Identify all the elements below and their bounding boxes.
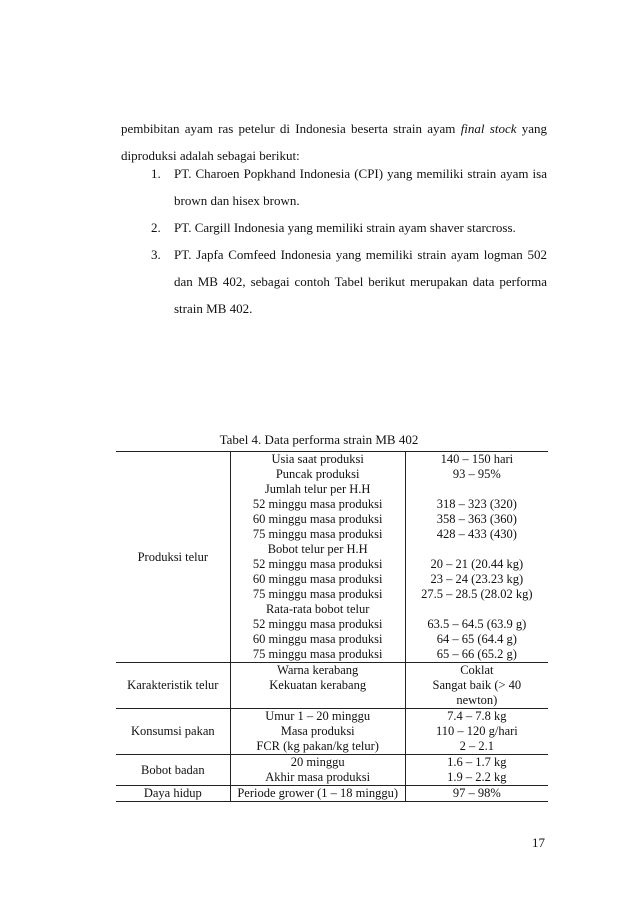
- intro-line-1-text: pembibitan ayam ras petelur di Indonesia beserta strain ayam: [121, 121, 456, 136]
- parameter-cell: Periode grower (1 – 18 minggu): [230, 786, 405, 802]
- parameter-cell: 20 minggu: [230, 755, 405, 771]
- parameter-cell: Akhir masa produksi: [230, 770, 405, 786]
- value-cell: 93 – 95%: [452, 467, 501, 481]
- list-number: 3.: [151, 247, 161, 262]
- list-line: strain MB 402.: [174, 301, 253, 316]
- parameter-cell: FCR (kg pakan/kg telur): [230, 739, 405, 755]
- value-cell: 7.4 – 7.8 kg: [405, 709, 548, 725]
- category-cell: Konsumsi pakan: [116, 709, 230, 755]
- value-cell: [405, 602, 548, 617]
- parameter-cell: Rata-rata bobot telur: [230, 602, 405, 617]
- parameter-cell: [230, 693, 405, 709]
- value-cell: 64 – 65 (64.4 g): [436, 632, 517, 646]
- category-cell: Karakteristik telur: [116, 663, 230, 709]
- intro-line-2: diproduksi adalah sebagai berikut:: [121, 148, 300, 163]
- parameter-cell: Umur 1 – 20 minggu: [230, 709, 405, 725]
- value-cell: Sangat baik (> 40: [432, 678, 522, 692]
- value-cell: 23 – 24 (23.23 kg): [430, 572, 524, 586]
- category-cell: Daya hidup: [116, 786, 230, 802]
- list-line: dan MB 402, sebagai contoh Tabel berikut merupakan data performa: [174, 274, 547, 289]
- value-cell: 27.5 – 28.5 (28.02 kg): [421, 587, 533, 601]
- parameter-cell: Masa produksi: [230, 724, 405, 739]
- parameter-cell: Warna kerabang: [230, 663, 405, 679]
- list-item: [121, 241, 547, 322]
- table-row: [116, 452, 548, 468]
- value-cell: 63.5 – 64.5 (63.9 g): [427, 617, 527, 631]
- table-caption: Tabel 4. Data performa strain MB 402: [219, 432, 419, 447]
- parameter-cell: Usia saat produksi: [230, 452, 405, 468]
- value-cell: 110 – 120 g/hari: [435, 724, 518, 738]
- category-cell: Produksi telur: [116, 452, 230, 663]
- intro-line-1-tail: yang: [521, 121, 548, 136]
- list-line: PT. Cargill Indonesia yang memiliki strain ayam shaver starcross.: [174, 220, 516, 235]
- company-list: [121, 160, 547, 322]
- value-cell: 358 – 363 (360): [436, 512, 517, 526]
- value-cell: [405, 542, 548, 557]
- parameter-cell: 75 minggu masa produksi: [230, 527, 405, 542]
- list-line: PT. Charoen Popkhand Indonesia (CPI) yang memiliki strain ayam isa: [174, 166, 547, 181]
- category-cell: Bobot badan: [116, 755, 230, 786]
- value-cell: 1.6 – 1.7 kg: [405, 755, 548, 771]
- parameter-cell: 75 minggu masa produksi: [230, 587, 405, 602]
- value-cell: newton): [405, 693, 548, 709]
- value-cell: 428 – 433 (430): [436, 527, 517, 541]
- parameter-cell: Kekuatan kerabang: [230, 678, 405, 693]
- list-item: [121, 160, 547, 214]
- table-row: [116, 709, 548, 725]
- list-line: PT. Japfa Comfeed Indonesia yang memiliki strain ayam logman 502: [174, 247, 547, 262]
- value-cell: 65 – 66 (65.2 g): [405, 647, 548, 663]
- intro-emphasis: final stock: [460, 121, 517, 136]
- value-cell: 97 – 98%: [405, 786, 548, 802]
- list-number: 1.: [151, 166, 161, 181]
- table-row: [116, 755, 548, 771]
- parameter-cell: 60 minggu masa produksi: [230, 632, 405, 647]
- value-cell: 140 – 150 hari: [405, 452, 548, 468]
- parameter-cell: 52 minggu masa produksi: [230, 497, 405, 512]
- parameter-cell: 52 minggu masa produksi: [230, 557, 405, 572]
- parameter-cell: 75 minggu masa produksi: [230, 647, 405, 663]
- list-number: 2.: [151, 220, 161, 235]
- parameter-cell: 60 minggu masa produksi: [230, 572, 405, 587]
- parameter-cell: Bobot telur per H.H: [230, 542, 405, 557]
- table-row: [116, 663, 548, 679]
- parameter-cell: 52 minggu masa produksi: [230, 617, 405, 632]
- intro-line-1: [121, 115, 547, 142]
- list-line: brown dan hisex brown.: [174, 193, 300, 208]
- value-cell: Coklat: [405, 663, 548, 679]
- value-cell: 318 – 323 (320): [436, 497, 517, 511]
- table-row: [116, 786, 548, 802]
- parameter-cell: Puncak produksi: [230, 467, 405, 482]
- value-cell: 1.9 – 2.2 kg: [405, 770, 548, 786]
- parameter-cell: Jumlah telur per H.H: [230, 482, 405, 497]
- value-cell: 2 – 2.1: [405, 739, 548, 755]
- page-number: 17: [532, 835, 545, 850]
- value-cell: [405, 482, 548, 497]
- value-cell: 20 – 21 (20.44 kg): [430, 557, 524, 571]
- parameter-cell: 60 minggu masa produksi: [230, 512, 405, 527]
- list-item: [121, 214, 547, 241]
- performance-table: [116, 451, 548, 802]
